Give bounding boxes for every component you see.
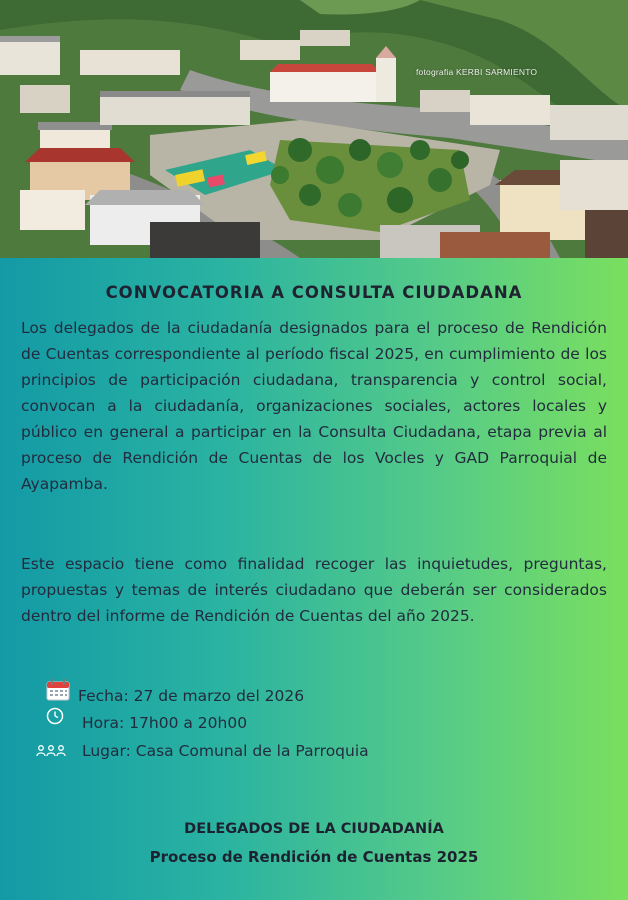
town-aerial-illustration xyxy=(0,0,628,258)
event-date xyxy=(48,686,305,706)
event-place xyxy=(36,741,369,761)
event-place-text: Lugar: Casa Comunal de la Parroquia xyxy=(82,742,369,760)
clock-icon xyxy=(46,707,64,725)
photo-credit: fotografia KERBI SARMIENTO xyxy=(416,67,538,77)
announcement-panel xyxy=(0,258,628,900)
event-time-text: Hora: 17h00 a 20h00 xyxy=(82,714,248,732)
calendar-icon xyxy=(46,679,70,701)
footer-organizer: DELEGADOS DE LA CIUDADANÍA xyxy=(184,821,444,837)
event-date-text: Fecha: 27 de marzo del 2026 xyxy=(78,687,305,705)
people-icon xyxy=(36,744,66,758)
announcement-heading: CONVOCATORIA A CONSULTA CIUDADANA xyxy=(105,283,523,302)
town-aerial-photo xyxy=(0,0,628,258)
footer-process: Proceso de Rendición de Cuentas 2025 xyxy=(149,848,479,866)
event-time xyxy=(48,713,248,733)
intro-paragraph: Los delegados de la ciudadanía designados para el proceso de Rendición de Cuentas correspondiente al período fiscal 2025, en cumplimiento de los principios de participación ciudadana, transparencia y control social, convocan a la ciudadanía, organizaciones sociales, actores locales y público en general a participar en la Consulta Ciudadana, etapa previa al proceso de Rendición de Cuentas de los Vocles y GAD Parroquial de Ayapamba. xyxy=(21,319,607,493)
purpose-paragraph: Este espacio tiene como finalidad recoger las inquietudes, preguntas, propuestas y temas de interés ciudadano que deberán ser considerados dentro del informe de Rendición de Cuentas del año 2025. xyxy=(21,555,607,625)
